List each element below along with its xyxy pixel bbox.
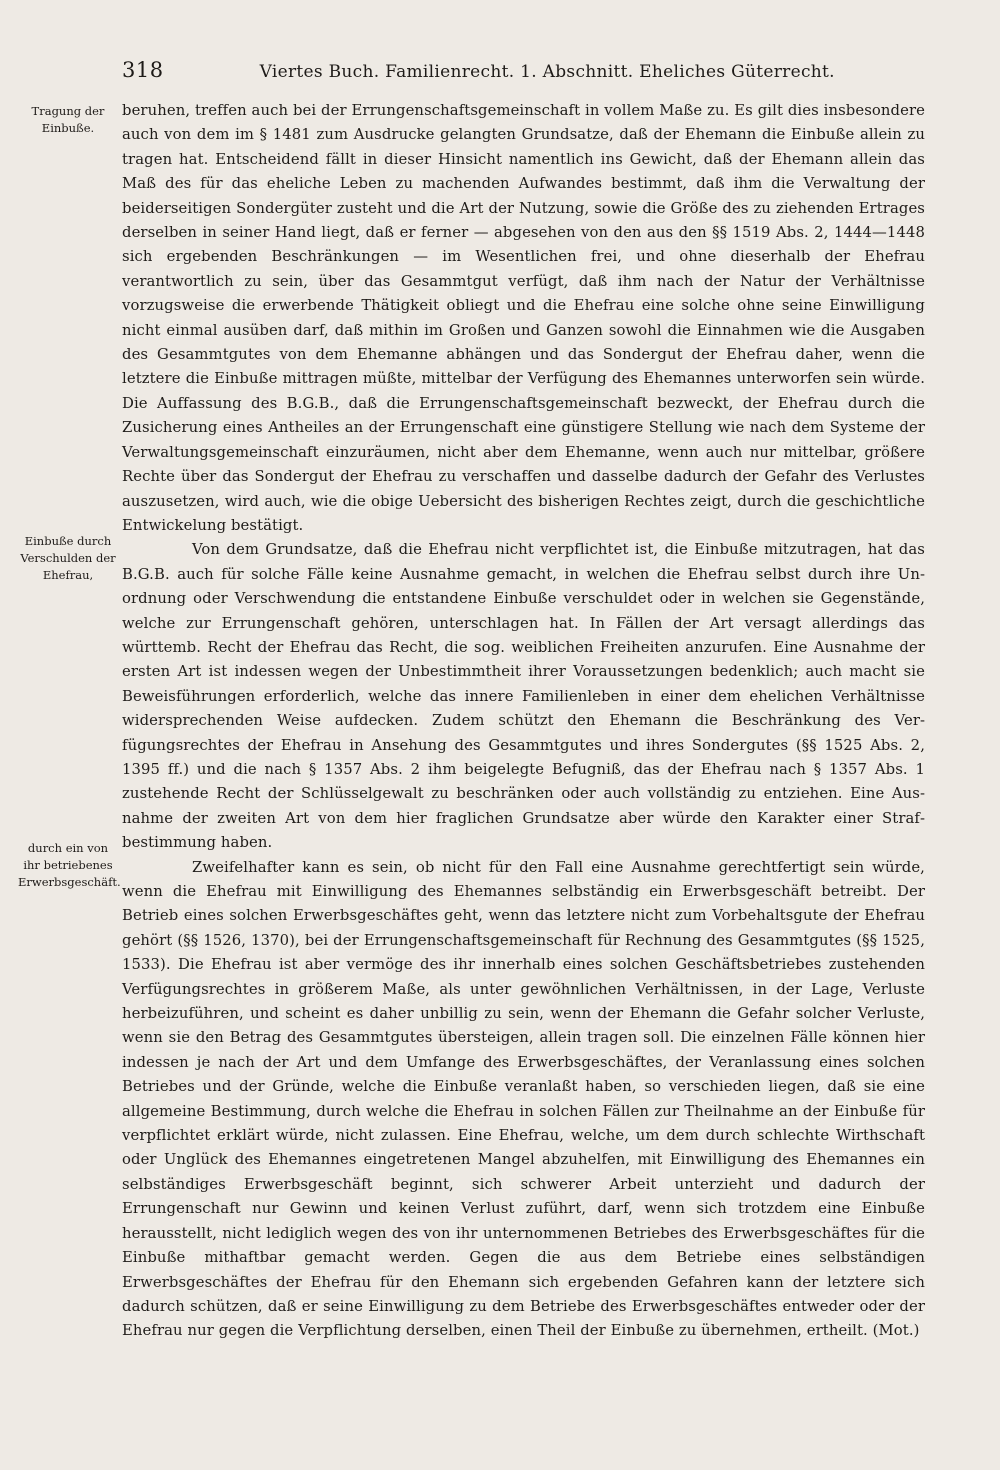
paragraph-3: Zweifelhafter kann es sein, ob nicht für den Fall eine Ausnahme gerechtfertigt sein würde, wenn die Ehefrau mit Einwilligung des Ehemannes selbständig ein Erwerbsgeschäft betreibt. Der Betrieb eines solchen Erwerbsgeschäftes geht, wenn das letztere nicht zum Vorbehaltsgute der Ehefrau gehört (§§ 1526, 1370), bei der Errungenschaftsgemeinschaft für Rechnung des Gesammtgutes (§§ 1525, 1533). Die Ehefrau ist aber vermöge des ihr innerhalb eines solchen Geschäftsbetriebes zustehenden Verfügungsrechtes in größerem Maße, als unter gewöhnlichen Verhältnissen, in der Lage, Verluste herbeizuführen, und scheint es daher unbillig zu sein, wenn der Ehemann die Gefahr solcher Verluste, wenn sie den Betrag des Gesammtgutes übersteigen, allein tragen soll. Die einzelnen Fälle können hier indessen je nach der Art und dem Umfange des Erwerbsgeschäftes, der Veranlassung eines solchen Betriebes und der Gründe, welche die Einbuße veranlaßt haben, so verschieden liegen, daß sie eine allgemeine Bestimmung, durch welche die Ehefrau in solchen Fällen zur Theilnahme an der Einbuße für verpflichtet erklärt würde, nicht zulassen. Eine Ehefrau, welche, um dem durch schlechte Wirthschaft oder Unglück des Ehemannes eingetretenen Mangel abzuhelfen, mit Einwilligung des Ehemannes ein selbständiges Erwerbsgeschäft beginnt, sich schwerer Arbeit unterzieht und dadurch der Errungenschaft nur Gewinn und keinen Verlust zuführt, darf, wenn sich trotzdem eine Einbuße herausstellt, nicht lediglich wegen des von ihr unternommenen Betriebes des Erwerbsgeschäftes für die Einbuße mithaftbar gemacht werden. Gegen die aus dem Betriebe eines selbständigen Erwerbsgeschäftes der Ehefrau für den Ehemann sich ergebenden Gefahren kann der letztere sich dadurch schützen, daß er seine Einwilligung zu dem Betriebe des Erwerbsgeschäftes entweder oder der Ehefrau nur gegen die Verpflichtung derselben, einen Theil der Einbuße zu übernehmen, ertheilt. (Mot.) [122, 858, 925, 1340]
paragraph-1: beruhen, treffen auch bei der Errungenschaftsgemeinschaft in vollem Maße zu. Es gilt dies insbesondere auch von dem im § 1481 zum Ausdrucke gelangten Grundsatze, daß der Ehemann die Einbuße allein zu tragen hat. Entscheidend fällt in dieser Hinsicht namentlich ins Gewicht, daß der Ehemann allein das Maß des für das eheliche Leben zu machenden Aufwandes bestimmt, daß ihm die Verwaltung der beiderseitigen Sondergüter zusteht und die Art der Nutzung, sowie die Größe des zu ziehenden Ertrages derselben in seiner Hand liegt, daß er ferner — abgesehen von den aus den §§ 1519 Abs. 2, 1444—1448 sich ergebenden Beschränkungen — im Wesentlichen frei, und ohne dieserhalb der Ehefrau verantwortlich zu sein, über das Gesammtgut verfügt, daß ihm nach der Natur der Verhältnisse vorzugsweise die erwerbende Thätigkeit obliegt und die Ehefrau eine solche ohne seine Einwilligung nicht einmal ausüben darf, daß mithin im Großen und Ganzen sowohl die Einnahmen wie die Ausgaben des Gesammtgutes von dem Ehemanne abhängen und das Sondergut der Ehefrau daher, wenn die letztere die Einbuße mittragen müßte, mittelbar der Verfügung des Ehemannes unterworfen sein würde. Die Auffassung des B.G.B., daß die Errungenschaftsgemeinschaft bezweckt, der Ehefrau durch die Zusicherung eines Antheiles an der Errungenschaft eine günstigere Stellung wie nach dem Systeme der Verwaltungsgemeinschaft einzuräumen, nicht aber dem Ehemanne, wenn auch nur mittelbar, größere Rechte über das Sondergut der Ehefrau zu verschaffen und dasselbe dadurch der Gefahr des Verlustes auszusetzen, wird auch, wie die obige Uebersicht des bisherigen Rechtes zeigt, durch die geschichtliche Entwickelung bestätigt. [122, 102, 925, 534]
margin-note-erwerbsgeschaeft: durch ein von ihr betriebenes Erwerbsgeschäft. [18, 841, 121, 889]
running-head: Viertes Buch. Familienrecht. 1. Abschnitt. Eheliches Güterrecht. [259, 62, 835, 82]
margin-note-verschulden: Einbuße durch Verschulden der Ehefrau, [20, 534, 116, 582]
body-text [122, 99, 925, 1344]
margin-note-tragung: Tragung der Einbuße. [31, 104, 105, 135]
page-number: 318 [122, 58, 164, 82]
page-header [122, 58, 922, 88]
paragraph-2: Von dem Grundsatze, daß die Ehefrau nicht verpflichtet ist, die Einbuße mitzutragen, hat das B.G.B. auch für solche Fälle keine Ausnahme gemacht, in welchen die Ehefrau selbst durch ihre Unordnung oder Verschwendung die entstandene Einbuße verschuldet oder in welchen sie Gegenstände, welche zur Errungenschaft gehören, unterschlagen hat. In Fällen der Art versagt allerdings das württemb. Recht der Ehefrau das Recht, die sog. weiblichen Freiheiten anzurufen. Eine Ausnahme der ersten Art ist indessen wegen der Unbestimmtheit ihrer Voraussetzungen bedenklich; auch macht sie Beweisführungen erforderlich, welche das innere Familienleben in einer dem ehelichen Verhältnisse widersprechenden Weise aufdecken. Zudem schützt den Ehemann die Beschränkung des Verfügungsrechtes der Ehefrau in Ansehung des Gesammtgutes und ihres Sondergutes (§§ 1525 Abs. 2, 1395 ff.) und die nach § 1357 Abs. 2 ihm beigelegte Befugniß, das der Ehefrau nach § 1357 Abs. 1 zustehende Recht der Schlüsselgewalt zu beschränken oder auch vollständig zu entziehen. Eine Ausnahme der zweiten Art von dem hier fraglichen Grundsatze aber würde den Karakter einer Strafbestimmung haben. [122, 541, 925, 852]
